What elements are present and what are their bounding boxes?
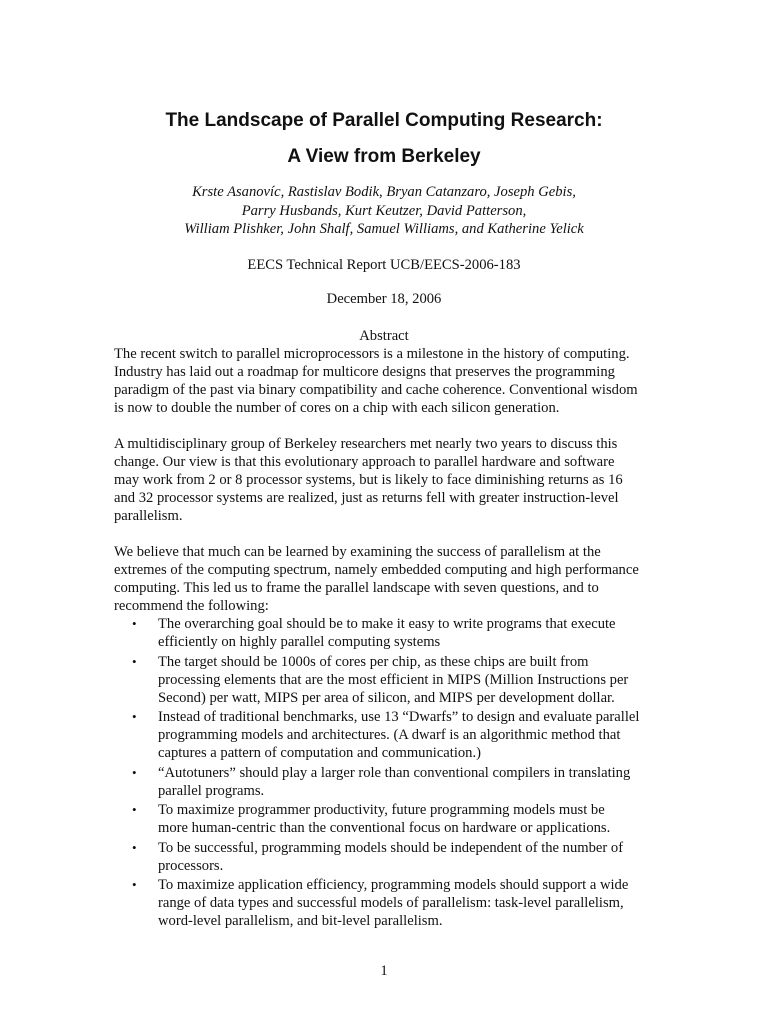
list-item <box>114 764 654 800</box>
paragraph-gap <box>114 525 654 543</box>
paragraph-gap <box>114 417 654 435</box>
bullet-icon: • <box>132 839 137 855</box>
text-line: captures a pattern of computation and communication.) <box>158 745 481 761</box>
text-line: “Autotuners” should play a larger role than conventional compilers in translating <box>158 764 631 781</box>
bullet-icon: • <box>132 653 137 669</box>
text-line: To maximize application efficiency, programming models should support a wide <box>158 877 629 893</box>
list-item <box>114 708 654 762</box>
page-number: 1 <box>380 963 388 979</box>
text-line: word-level parallelism, and bit-level parallelism. <box>158 913 443 929</box>
abstract-body <box>114 345 654 932</box>
bullet-icon: • <box>132 709 137 724</box>
list-item <box>114 876 654 930</box>
text-line: may work from 2 or 8 processor systems, but is likely to face diminishing returns as 16 <box>114 472 623 488</box>
list-item <box>114 615 654 651</box>
text-line: processing elements that are the most efficient in MIPS (Million Instructions per <box>158 671 629 688</box>
recommendation-list <box>114 615 654 930</box>
text-line: parallel programs. <box>158 782 265 799</box>
report-date: December 18, 2006 <box>326 291 442 307</box>
text-line: parallelism. <box>114 508 183 524</box>
author-line: Krste Asanovíc, Rastislav Bodik, Bryan Catanzaro, Joseph Gebis, <box>192 184 576 200</box>
text-line: We believe that much can be learned by examining the success of parallelism at the <box>114 544 601 560</box>
abstract-paragraph-1 <box>114 345 654 417</box>
text-line: range of data types and successful models of parallelism: task-level parallelism, <box>158 895 624 911</box>
abstract-heading: Abstract <box>359 328 409 344</box>
bullet-icon: • <box>132 802 137 817</box>
text-line: more human-centric than the conventional focus on hardware or applications. <box>158 820 611 836</box>
author-line: Parry Husbands, Kurt Keutzer, David Patterson, <box>241 202 527 219</box>
text-line: Industry has laid out a roadmap for multicore designs that preserves the programming <box>114 364 615 380</box>
text-line: The overarching goal should be to make it easy to write programs that execute <box>158 616 616 632</box>
abstract-paragraph-3 <box>114 543 654 615</box>
text-line: A multidisciplinary group of Berkeley researchers met nearly two years to discuss this <box>114 436 618 452</box>
report-number: EECS Technical Report UCB/EECS-2006-183 <box>247 257 521 273</box>
abstract-paragraph-2 <box>114 435 654 525</box>
title-line-2: A View from Berkeley <box>287 146 481 167</box>
text-line: To maximize programmer productivity, future programming models must be <box>158 802 605 818</box>
text-line: is now to double the number of cores on a chip with each silicon generation. <box>114 400 560 416</box>
text-line: computing. This led us to frame the parallel landscape with seven questions, and to <box>114 580 599 596</box>
text-line: paradigm of the past via binary compatibility and cache coherence. Conventional wisdom <box>114 382 638 398</box>
bullet-icon: • <box>132 877 137 892</box>
text-line: Instead of traditional benchmarks, use 13 “Dwarfs” to design and evaluate parallel <box>158 709 640 725</box>
text-line: recommend the following: <box>114 598 269 614</box>
bullet-icon: • <box>132 616 137 631</box>
list-item <box>114 839 654 875</box>
author-line: William Plishker, John Shalf, Samuel Williams, and Katherine Yelick <box>184 221 584 237</box>
text-line: extremes of the computing spectrum, namely embedded computing and high performance <box>114 562 639 578</box>
text-line: change. Our view is that this evolutionary approach to parallel hardware and software <box>114 454 615 470</box>
author-list <box>0 183 768 239</box>
bullet-icon: • <box>132 764 137 780</box>
text-line: and 32 processor systems are realized, just as returns fell with greater instruction-level <box>114 490 619 506</box>
text-line: The target should be 1000s of cores per chip, as these chips are built from <box>158 653 589 670</box>
title-line-1: The Landscape of Parallel Computing Research: <box>165 110 603 131</box>
list-item <box>114 801 654 837</box>
text-line: To be successful, programming models should be independent of the number of <box>158 839 624 856</box>
text-line: processors. <box>158 857 224 874</box>
text-line: programming models and architectures. (A dwarf is an algorithmic method that <box>158 727 621 743</box>
list-item <box>114 653 654 707</box>
text-line: The recent switch to parallel microprocessors is a milestone in the history of computing. <box>114 346 630 362</box>
text-line: efficiently on highly parallel computing systems <box>158 634 441 650</box>
text-line: Second) per watt, MIPS per area of silicon, and MIPS per development dollar. <box>158 689 615 706</box>
